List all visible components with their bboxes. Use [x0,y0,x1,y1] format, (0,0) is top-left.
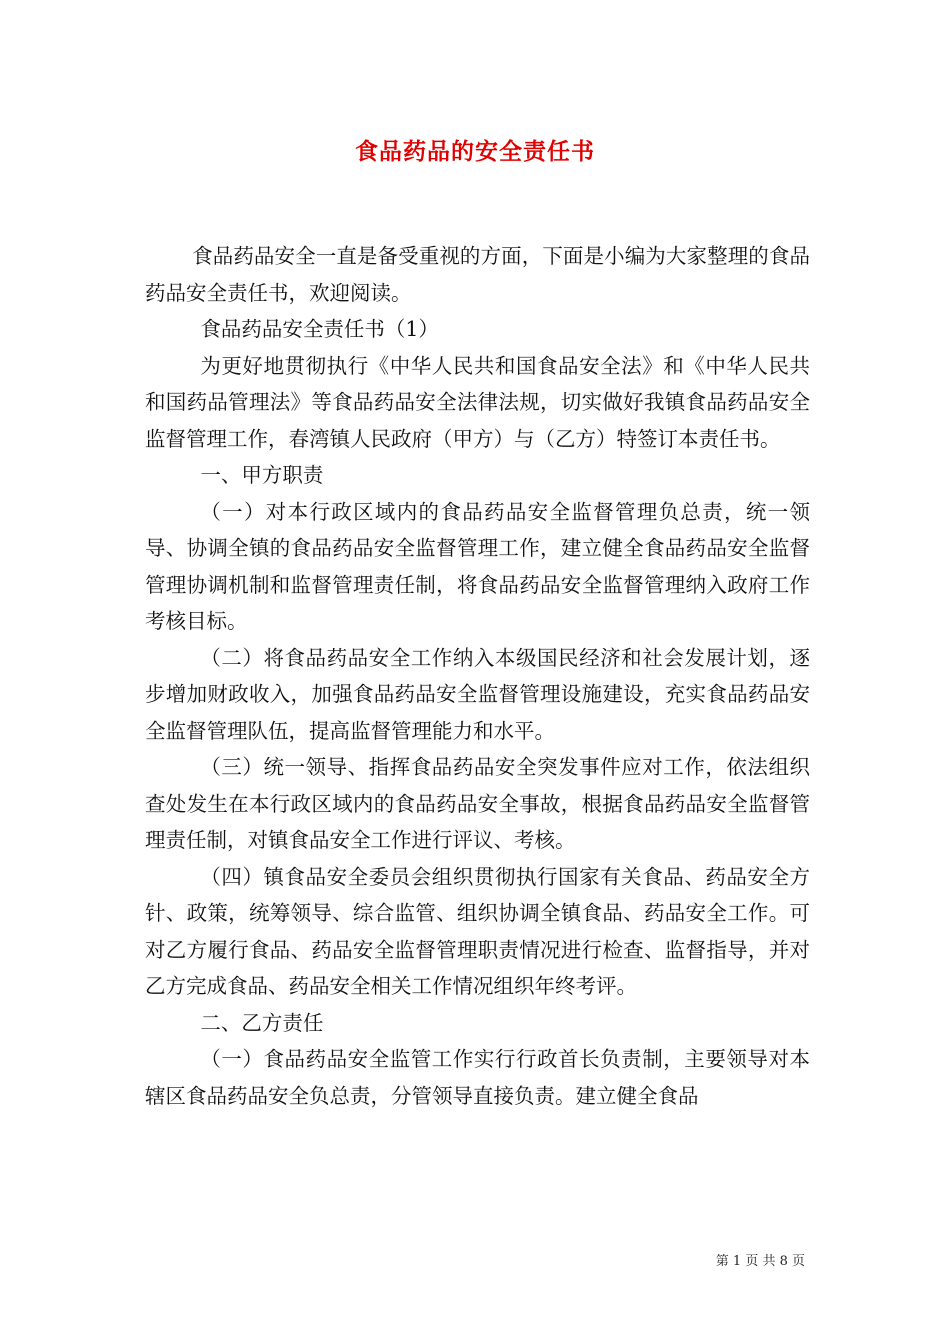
party-a-item-4: （四）镇食品安全委员会组织贯彻执行国家有关食品、药品安全方针、政策，统筹领导、综合监管、组织协调全镇食品、药品安全工作。可对乙方履行食品、药品安全监督管理职责情况进行检查、监督指导，并对乙方完成食品、药品安全相关工作情况组织年终考评。 [145,864,810,998]
party-b-item-1: （一）食品药品安全监管工作实行行政首长负责制，主要领导对本辖区食品药品安全负总责，分管领导直接负责。建立健全食品 [145,1047,810,1108]
page-number: 第 1 页 共 8 页 [715,1254,805,1269]
preamble-paragraph: 为更好地贯彻执行《中华人民共和国食品安全法》和《中华人民共和国药品管理法》等食品药品安全法律法规，切实做好我镇食品药品安全监督管理工作，春湾镇人民政府（甲方）与（乙方）特签订本责任书。 [145,353,810,451]
intro-paragraph: 食品药品安全一直是备受重视的方面，下面是小编为大家整理的食品药品安全责任书，欢迎阅读。 [145,244,810,305]
document-body [145,238,810,1114]
party-a-heading: 一、甲方职责 [200,463,324,487]
party-a-item-2: （二）将食品药品安全工作纳入本级国民经济和社会发展计划，逐步增加财政收入，加强食品药品安全监督管理设施建设，充实食品药品安全监督管理队伍，提高监督管理能力和水平。 [145,645,810,743]
party-a-item-3: （三）统一领导、指挥食品药品安全突发事件应对工作，依法组织查处发生在本行政区域内的食品药品安全事故，根据食品药品安全监督管理责任制，对镇食品安全工作进行评议、考核。 [145,755,810,852]
party-a-item-1: （一）对本行政区域内的食品药品安全监督管理负总责，统一领导、协调全镇的食品药品安全监督管理工作，建立健全食品药品安全监督管理协调机制和监督管理责任制，将食品药品安全监督管理纳入政府工作考核目标。 [145,499,810,633]
document-title: 食品药品的安全责任书 [355,138,595,165]
section-heading-1: 食品药品安全责任书（1） [200,317,439,341]
party-b-heading: 二、乙方责任 [200,1010,324,1035]
